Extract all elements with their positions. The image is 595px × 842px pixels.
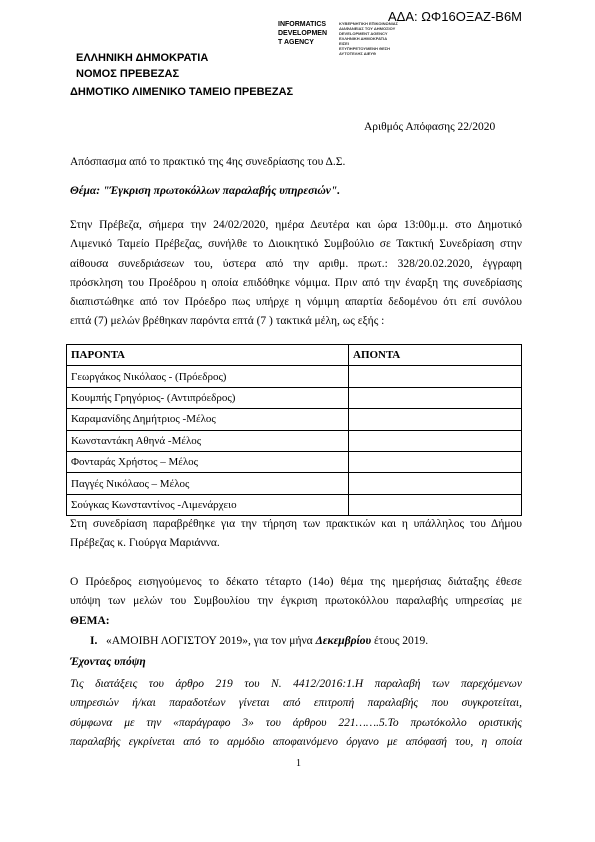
legal-line: παραλαβής εγκρίνεται από το αρμόδιο αποφαινόμενο όργανο με απόφασή του, η οποία xyxy=(70,735,522,748)
logo-small-text: ΚΥΒΕΡΝΗΤΙΚΗ ΕΠΙΚΟΙΝΩΝΙΑΣ ΔΙΑΦΑΝΕΙΑΣ ΤΟΥ ΔΗΜΟΣΙΟΥ DEVELOPMENT AGENCY ΕΛΛΗΝΙΚΗ ΔΗΜΟΚΡΑΤΙΑ ΕΙΣΕΙ ΕΞΥΠΗΡΕΤΟΥΜΕΝΗ ΘΕΣΗ ΑΥΤΟΤΕΛΗΣ ΔΙΕΥΘ xyxy=(339,21,398,56)
considering-heading: Έχοντας υπόψη xyxy=(70,656,146,668)
absent-member xyxy=(349,451,522,472)
intro-line: Λιμενικό Ταμείο Πρέβεζας, συνήλθε το Διοικητικό Συμβούλιο σε Τακτική Συνεδρίαση στην xyxy=(70,238,522,251)
intro-line: πρόσκληση του Προέδρου η οποία επιδόθηκε νόμιμα. Πριν από την έναρξη της συνεδρίασης xyxy=(70,276,522,289)
president-line: υπόψη των μελών του Συμβουλίου την έγκριση πρωτοκόλλου παραλαβής υπηρεσίας με xyxy=(70,595,522,608)
present-header: ΠΑΡΟΝΤΑ xyxy=(67,345,349,366)
table-row xyxy=(67,430,522,451)
table-row xyxy=(67,387,522,408)
diavgeia-logo xyxy=(278,20,413,56)
secretary-line: Πρέβεζας κ. Γιούργα Μαριάννα. xyxy=(70,537,220,550)
secretary-line: Στη συνεδρίαση παραβρέθηκε για την τήρηση των πρακτικών και η υπάλληλος του Δήμου xyxy=(70,518,522,530)
attendance-table xyxy=(66,344,522,516)
item-month: Δεκεμβρίου xyxy=(315,635,372,647)
subject-line xyxy=(70,185,340,197)
present-member: Κωνσταντάκη Αθηνά -Μέλος xyxy=(67,430,349,451)
item-text-a: «ΑΜΟΙΒΗ ΛΟΓΙΣΤΟΥ 2019», για τον μήνα xyxy=(105,635,316,647)
intro-line: διαπιστώθηκε από τον Πρόεδρο πως υπήρχε η νόμιμη απαρτία δεδομένου ότι επί συνόλου xyxy=(70,296,522,309)
intro-line: αίθουσα συνεδριάσεων του, ύστερα από την αριθμ. πρωτ.: 328/20.02.2020, έγγραφη xyxy=(70,257,522,270)
president-line: Ο Πρόεδρος εισηγούμενος το δέκατο τέταρτο (14ο) θέμα της ημερήσιας διάταξης έθεσε xyxy=(70,576,522,588)
present-member: Γεωργάκος Νικόλαος - (Πρόεδρος) xyxy=(67,366,349,387)
absent-member xyxy=(349,430,522,451)
topic-label: ΘΕΜΑ: xyxy=(70,614,110,627)
item-number: I. xyxy=(90,635,98,647)
present-member: Κουμπής Γρηγόριος- (Αντιπρόεδρος) xyxy=(67,387,349,408)
table-row xyxy=(67,366,522,387)
absent-header: ΑΠΟΝΤΑ xyxy=(349,345,522,366)
legal-line: σύμφωνα με την «παράγραφο 3» του άρθρου 221…….5.Το πρωτόκολλο οριστικής xyxy=(70,716,522,729)
subject-label: Θέμα: xyxy=(70,185,101,197)
table-row xyxy=(67,494,522,515)
legal-paragraph xyxy=(70,675,522,752)
header-prefecture: ΝΟΜΟΣ ΠΡΕΒΕΖΑΣ xyxy=(76,68,180,80)
logo-text: INFORMATICS DEVELOPMEN T AGENCY xyxy=(278,21,328,46)
absent-member xyxy=(349,494,522,515)
header-republic: ΕΛΛΗΝΙΚΗ ΔΗΜΟΚΡΑΤΙΑ xyxy=(76,52,209,64)
minutes-excerpt: Απόσπασμα από το πρακτικό της 4ης συνεδρίασης του Δ.Σ. xyxy=(70,156,346,168)
intro-line: Στην Πρέβεζα, σήμερα την 24/02/2020, ημέρα Δευτέρα και ώρα 13:00μ.μ. στο Δημοτικό xyxy=(70,219,522,231)
subject-text: "Έγκριση πρωτοκόλλων παραλαβής υπηρεσιών". xyxy=(100,185,341,197)
page-number: 1 xyxy=(296,758,301,769)
absent-member xyxy=(349,366,522,387)
present-member: Σούγκας Κωνσταντίνος -Λιμενάρχειο xyxy=(67,494,349,515)
present-member: Καραμανίδης Δημήτριος -Μέλος xyxy=(67,409,349,430)
table-row xyxy=(67,409,522,430)
absent-member xyxy=(349,473,522,494)
absent-member xyxy=(349,387,522,408)
present-member: Παγγές Νικόλαος – Μέλος xyxy=(67,473,349,494)
absent-member xyxy=(349,409,522,430)
decision-number: Αριθμός Απόφασης 22/2020 xyxy=(364,121,496,133)
secretary-paragraph xyxy=(70,515,522,554)
table-row xyxy=(67,473,522,494)
header-port-fund: ΔΗΜΟΤΙΚΟ ΛΙΜΕΝΙΚΟ ΤΑΜΕΙΟ ΠΡΕΒΕΖΑΣ xyxy=(70,86,294,98)
ada-code: ΑΔΑ: ΩΦ16ΟΞΑΖ-Β6Μ xyxy=(387,9,522,24)
item-text-b: έτους 2019. xyxy=(371,635,429,647)
topic-item xyxy=(90,635,428,647)
intro-line: επτά (7) μελών βρέθηκαν παρόντα επτά (7 ) τακτικά μέλη, ως εξής : xyxy=(70,315,385,328)
table-header-row xyxy=(67,345,522,366)
table-row xyxy=(67,451,522,472)
legal-line: Τις διατάξεις του άρθρο 219 του Ν. 4412/2016:1.Η παραλαβή των παρεχόμενων xyxy=(70,678,522,690)
intro-paragraph xyxy=(70,216,522,332)
president-paragraph xyxy=(70,573,522,631)
present-member: Φονταράς Χρήστος – Μέλος xyxy=(67,451,349,472)
legal-line: υπηρεσιών ή/και παραδοτέων γίνεται από επιτροπή παραλαβής που συγκροτείται, xyxy=(70,697,522,710)
